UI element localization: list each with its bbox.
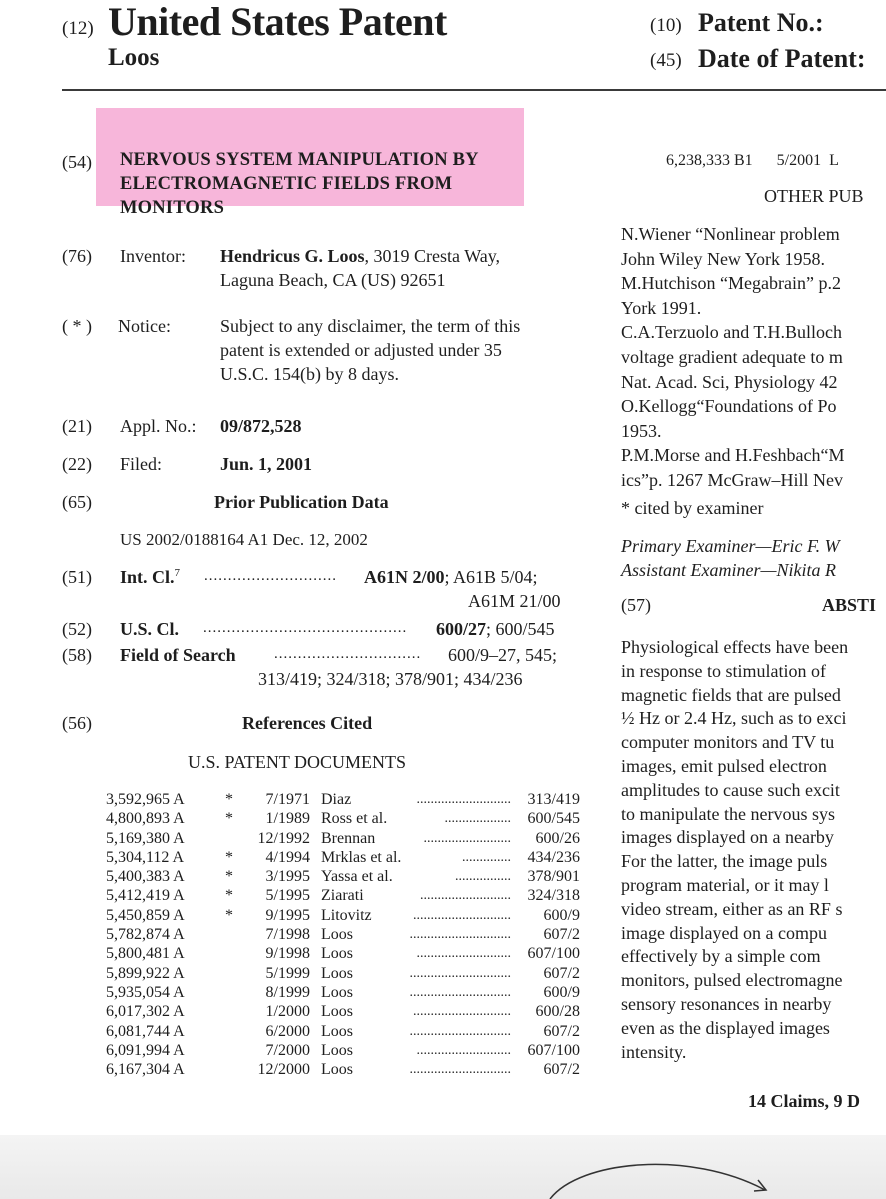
us-cl-label: U.S. Cl. (120, 619, 180, 639)
int-cl-value (364, 567, 538, 588)
ref-leaders (365, 790, 511, 1079)
inid-code-54: (54) (62, 152, 92, 172)
ref-class: 434/236 (527, 848, 580, 866)
ref-date: 6/2000 (265, 1022, 310, 1040)
ref-number: 5,304,112 A (106, 848, 185, 866)
other-publication-line: C.A.Terzuolo and T.H.Bulloch (621, 322, 843, 343)
field-of-search-label: Field of Search (120, 645, 236, 665)
abstract-line: computer monitors and TV tu (621, 732, 835, 753)
other-publication-line: O.Kellogg“Foundations of Po (621, 396, 837, 417)
abstract-line: images displayed on a nearby (621, 827, 834, 848)
filed-date: Jun. 1, 2001 (220, 454, 313, 474)
ref-leader: ........................... (416, 792, 511, 807)
abstract-line: ½ Hz or 2.4 Hz, such as to exci (621, 708, 847, 729)
int-cl-leader: ............................ (204, 568, 337, 584)
inventor-label: Inventor: (120, 246, 186, 266)
ref-leader: .............. (462, 849, 511, 865)
inid-code-10: (10) (650, 15, 682, 36)
ref-leader: ........................... (416, 1042, 511, 1058)
ref-class: 607/100 (527, 945, 580, 963)
field-of-search-leader: ............................... (274, 646, 422, 662)
ref-date: 1/1989 (265, 810, 310, 828)
int-cl-main: A61N 2/00 (364, 567, 445, 587)
notice-label: Notice: (118, 316, 171, 336)
ref-class: 607/100 (527, 1041, 580, 1059)
ref-cited-by-examiner-mark (224, 964, 234, 983)
filed-label: Filed: (120, 454, 163, 474)
int-cl-edition: 7 (174, 567, 181, 579)
ref-inventor: Ziarati (321, 887, 364, 905)
abstract-line: program material, or it may l (621, 874, 829, 895)
appl-no-label: Appl. No.: (120, 416, 197, 436)
abstract-heading: ABSTI (822, 595, 877, 615)
abstract-line: amplitudes to cause such excit (621, 779, 840, 800)
ref-date: 5/1999 (265, 964, 310, 982)
ref-inventor: Loos (321, 964, 353, 982)
ref-leader: ............................ (413, 907, 511, 923)
abstract-line: in response to stimulation of (621, 660, 826, 681)
ref-cited-by-examiner-mark: * (225, 848, 233, 866)
inid-code-57: (57) (621, 595, 651, 615)
ref-inventor: Diaz (321, 791, 352, 808)
assistant-examiner: Assistant Examiner—Nikita R (621, 560, 836, 580)
us-cl-rest: ; 600/545 (486, 619, 555, 639)
ref-class: 378/901 (527, 868, 580, 886)
other-publication-line: voltage gradient adequate to m (621, 346, 843, 367)
ref-number: 5,412,419 A (106, 887, 185, 905)
int-cl-label-text: Int. Cl. (120, 567, 175, 587)
ref-number: 6,091,994 A (106, 1041, 185, 1059)
ref-inventor: Litovitz (321, 906, 372, 924)
abstract-line: monitors, pulsed electromagne (621, 970, 843, 991)
ref-number: 5,782,874 A (106, 926, 185, 944)
ref-date: 7/1971 (265, 791, 310, 808)
other-publication-line: Nat. Acad. Sci, Physiology 42 (621, 371, 838, 392)
ref-number: 3,592,965 A (106, 791, 185, 808)
ref-date: 1/2000 (265, 1003, 310, 1021)
ref-leader: ................... (444, 811, 511, 827)
int-cl-label (120, 567, 180, 588)
ref-number: 6,167,304 A (106, 1061, 185, 1079)
ref-cited-by-examiner-mark: * (225, 810, 233, 828)
abstract-line: to manipulate the nervous sys (621, 803, 835, 824)
us-patent-documents-heading: U.S. PATENT DOCUMENTS (188, 752, 407, 772)
us-cl-value (436, 619, 555, 640)
ref-number: 5,899,922 A (106, 964, 185, 982)
ref-class: 600/9 (543, 906, 580, 924)
abstract-line: intensity. (621, 1041, 687, 1062)
ref-cited-by-examiner-mark: * (225, 906, 233, 924)
inid-code-45: (45) (650, 50, 682, 71)
abstract-line: video stream, either as an RF s (621, 898, 843, 919)
notice-line-2: patent is extended or adjusted under 35 (220, 340, 502, 360)
other-publication-line: John Wiley New York 1958. (621, 248, 825, 269)
ref-class: 607/2 (543, 926, 580, 944)
ref-number: 4,800,893 A (106, 810, 185, 828)
ref-leader: .......................... (420, 888, 511, 904)
ref-cited-by-examiner-mark: * (225, 868, 233, 886)
ref-number: 5,169,380 A (106, 829, 185, 847)
ref-leader: ............................. (409, 1023, 511, 1039)
other-publication-line: P.M.Morse and H.Feshbach“M (621, 445, 845, 466)
other-publication-line: M.Hutchison “Megabrain” p.2 (621, 273, 841, 294)
inid-code-51: (51) (62, 567, 92, 587)
ref-class: 313/419 (527, 791, 580, 808)
ref-leader: ............................ (413, 1004, 511, 1020)
ref-number: 5,800,481 A (106, 945, 185, 963)
ref-cited-by-examiner-mark (224, 1041, 234, 1060)
ref-date: 9/1998 (265, 945, 310, 963)
ref-class: 607/2 (543, 964, 580, 982)
abstract-line: magnetic fields that are pulsed (621, 684, 841, 705)
inventor-address-2: Laguna Beach, CA (US) 92651 (220, 270, 446, 290)
other-publication-line: 1953. (621, 420, 662, 441)
ref-number: 5,400,383 A (106, 868, 185, 886)
ref-numbers (106, 790, 185, 1079)
inid-code-58: (58) (62, 645, 92, 665)
ref-date: 3/1995 (265, 868, 310, 886)
ref-cited-by-examiner-mark (224, 925, 234, 944)
abstract-line: image displayed on a compu (621, 922, 827, 943)
ref-cited-by-examiner-mark (224, 1060, 234, 1079)
ref-inventor: Ross et al. (321, 810, 388, 828)
ref-inventor: Mrklas et al. (321, 848, 402, 866)
ref-leader: ............................. (409, 965, 511, 981)
abstract-text (621, 636, 848, 1064)
cited-by-examiner-note: * cited by examiner (621, 498, 764, 518)
ref-cited-by-examiner-mark (224, 1002, 234, 1021)
inventor-surname-header: Loos (108, 44, 160, 71)
header-rule (62, 89, 886, 91)
inventor-line-1 (220, 246, 500, 267)
notice-line-3: U.S.C. 154(b) by 8 days. (220, 364, 399, 384)
ref-number: 6,017,302 A (106, 1003, 185, 1021)
pen-stroke-mark (540, 1150, 780, 1199)
appl-no-value: 09/872,528 (220, 416, 302, 436)
int-cl-rest: ; A61B 5/04; (444, 567, 538, 587)
ref-class: 607/2 (543, 1061, 580, 1079)
ref-class: 600/28 (535, 1003, 580, 1021)
ref-number: 6,081,744 A (106, 1022, 185, 1040)
ref-class: 600/26 (535, 829, 580, 847)
ref-cited-by-examiner-mark (224, 944, 234, 963)
ref-inventor: Loos (321, 926, 353, 944)
inid-code-22: (22) (62, 454, 92, 474)
notice-line-1: Subject to any disclaimer, the term of this (220, 316, 521, 336)
ref-date: 7/1998 (265, 926, 310, 944)
document-title: United States Patent (108, 0, 447, 44)
patent-no-label: Patent No.: (698, 8, 824, 37)
ref-inventor: Loos (321, 1003, 353, 1021)
other-publication-line: ics”p. 1267 McGraw–Hill Nev (621, 469, 843, 490)
ref-cited-by-examiner-mark (224, 1022, 234, 1041)
other-publications-list (621, 222, 844, 493)
ref-date: 4/1994 (265, 848, 310, 866)
ref-inventor: Loos (321, 1061, 353, 1079)
ref-inventor: Loos (321, 1022, 353, 1040)
date-of-patent-label: Date of Patent: (698, 44, 866, 73)
abstract-line: sensory resonances in nearby (621, 993, 832, 1014)
ref-number: 5,935,054 A (106, 983, 185, 1001)
ref-leader: ........................... (416, 946, 511, 962)
inid-code-52: (52) (62, 619, 92, 639)
other-publication-line: N.Wiener “Nonlinear problem (621, 224, 840, 244)
primary-examiner: Primary Examiner—Eric F. W (621, 536, 840, 556)
ref-class: 600/9 (543, 983, 580, 1001)
inventor-name: Hendricus G. Loos (220, 246, 365, 266)
inid-code-notice: ( * ) (62, 316, 92, 336)
ref-date: 12/1992 (257, 829, 310, 847)
title-line-2: ELECTROMAGNETIC FIELDS FROM (120, 174, 453, 194)
ref-inventor: Yassa et al. (321, 868, 393, 886)
ref-date: 8/1999 (265, 983, 310, 1001)
reference-continued: 6,238,333 B1 5/2001 L (666, 152, 839, 169)
prior-publication: US 2002/0188164 A1 Dec. 12, 2002 (120, 530, 368, 549)
field-of-search-line-2: 313/419; 324/318; 378/901; 434/236 (258, 669, 523, 689)
inid-code-65: (65) (62, 492, 92, 512)
title-line-1: NERVOUS SYSTEM MANIPULATION BY (120, 150, 479, 170)
ref-class: 324/318 (527, 887, 580, 905)
ref-date: 9/1995 (265, 906, 310, 924)
inid-code-12: (12) (62, 18, 94, 39)
ref-stars (224, 790, 234, 1079)
other-publication-line: York 1991. (621, 297, 702, 318)
ref-leader: ................ (455, 869, 511, 885)
ref-classes (505, 790, 580, 1079)
other-publications-heading: OTHER PUB (764, 186, 864, 206)
abstract-line: effectively by a simple com (621, 946, 821, 967)
ref-inventor: Brennan (321, 829, 376, 847)
us-cl-leader: ........................................... (203, 620, 408, 636)
ref-cited-by-examiner-mark (224, 983, 234, 1002)
ref-cited-by-examiner-mark: * (225, 791, 233, 808)
inventor-address-1: , 3019 Cresta Way, (364, 246, 501, 266)
ref-date: 12/2000 (257, 1061, 310, 1079)
ref-dates (234, 790, 310, 1079)
abstract-line: even as the displayed images (621, 1017, 830, 1038)
inid-code-76: (76) (62, 246, 92, 266)
us-cl-main: 600/27 (436, 619, 487, 639)
inid-code-56: (56) (62, 713, 92, 733)
field-of-search-line-1: 600/9–27, 545; (448, 645, 558, 665)
ref-leader: ......................... (423, 830, 511, 846)
ref-inventor: Loos (321, 945, 353, 963)
ref-leader: ............................. (409, 1062, 511, 1078)
ref-cited-by-examiner-mark (224, 829, 234, 848)
ref-class: 607/2 (543, 1022, 580, 1040)
inid-code-21: (21) (62, 416, 92, 436)
ref-inventor: Loos (321, 983, 353, 1001)
claims-count: 14 Claims, 9 D (748, 1091, 860, 1111)
title-line-3: MONITORS (120, 198, 225, 218)
abstract-line: images, emit pulsed electron (621, 755, 827, 776)
prior-publication-heading: Prior Publication Data (214, 492, 389, 512)
ref-date: 5/1995 (265, 887, 310, 905)
ref-leader: ............................. (409, 927, 511, 943)
references-cited-heading: References Cited (242, 713, 373, 733)
ref-number: 5,450,859 A (106, 906, 185, 924)
ref-date: 7/2000 (265, 1041, 310, 1059)
int-cl-line-2: A61M 21/00 (468, 591, 561, 611)
abstract-line: For the latter, the image puls (621, 851, 828, 872)
ref-leader: ............................. (409, 984, 511, 1000)
abstract-line: Physiological effects have been (621, 637, 849, 657)
ref-cited-by-examiner-mark: * (225, 887, 233, 905)
ref-inventor: Loos (321, 1041, 353, 1059)
ref-class: 600/545 (527, 810, 580, 828)
